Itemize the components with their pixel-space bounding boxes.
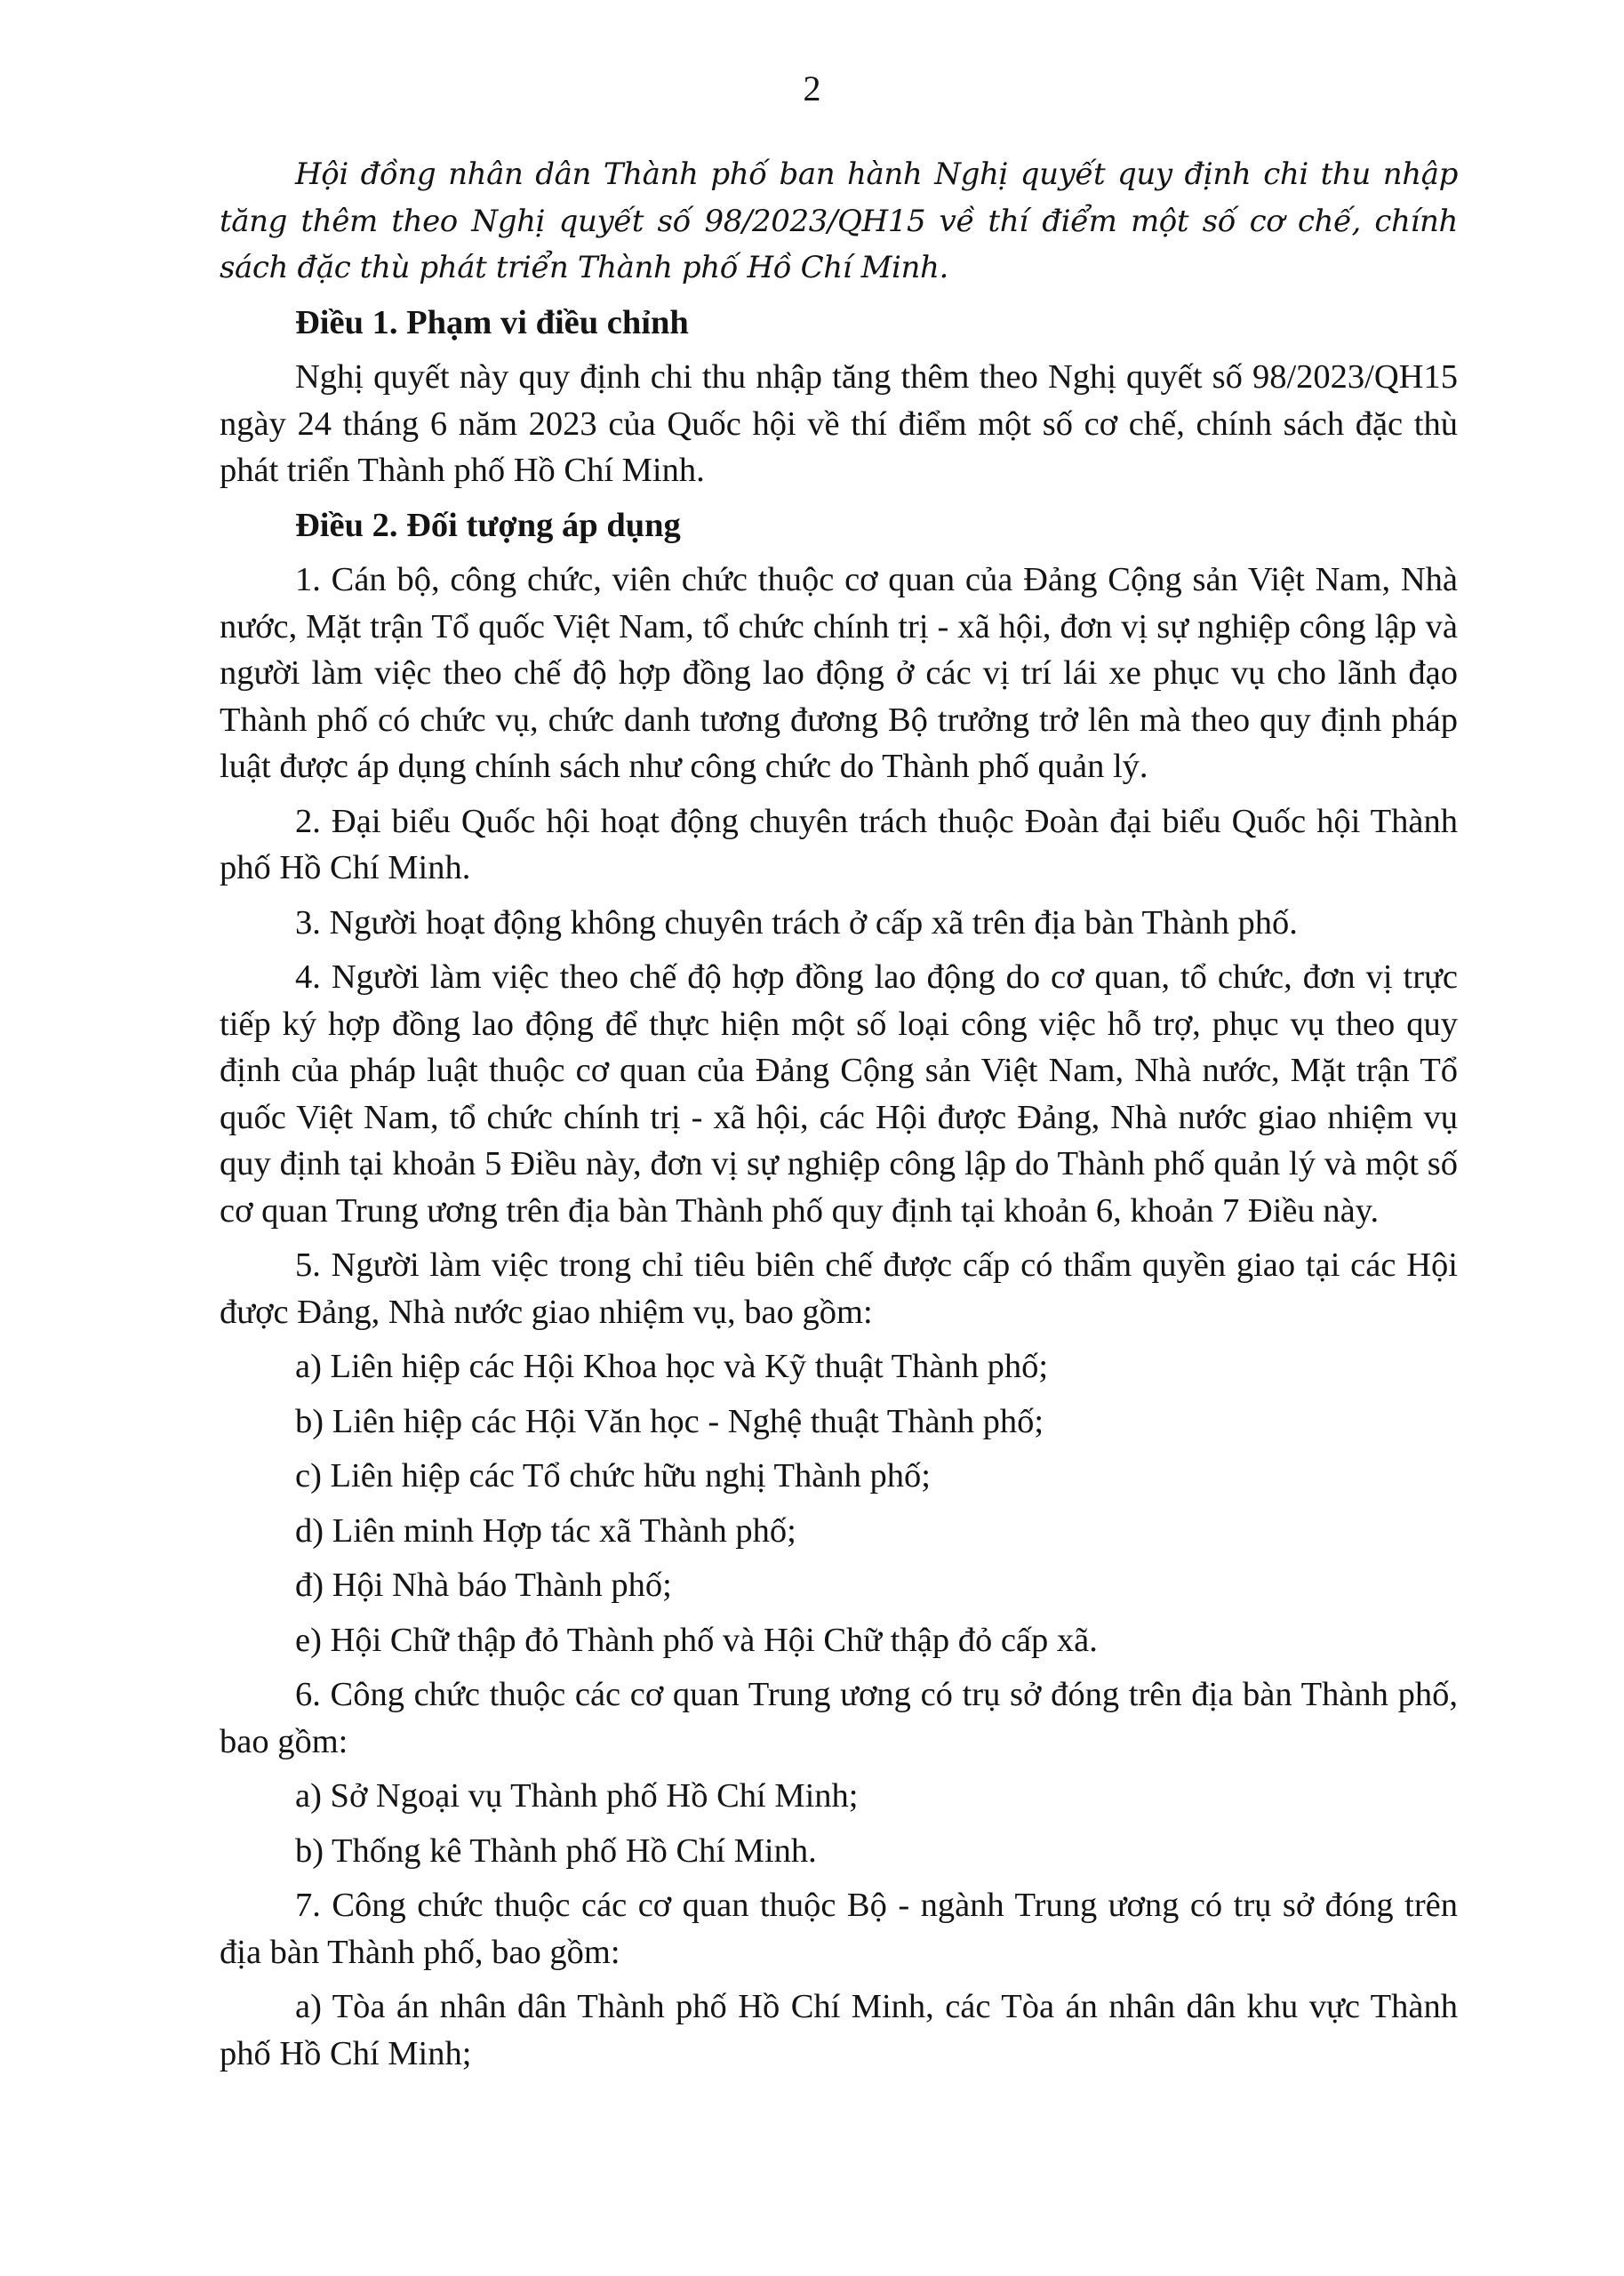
article-2-item-2: 2. Đại biểu Quốc hội hoạt động chuyên trách thuộc Đoàn đại biểu Quốc hội Thành phố Hồ Chí Minh.: [220, 802, 1458, 886]
article-2-heading: Điều 2. Đối tượng áp dụng: [295, 506, 681, 544]
article-2-item-1: 1. Cán bộ, công chức, viên chức thuộc cơ quan của Đảng Cộng sản Việt Nam, Nhà nước, Mặt trận Tổ quốc Việt Nam, tổ chức chính trị - xã hội, đơn vị sự nghiệp công lập và người làm việc theo chế độ hợp đồng lao động ở các vị trí lái xe phục vụ cho lãnh đạo Thành phố có chức vụ, chức danh tương đương Bộ trưởng trở lên mà theo quy định pháp luật được áp dụng chính sách như công chức do Thành phố quản lý.: [220, 561, 1458, 785]
article-2-item-3: 3. Người hoạt động không chuyên trách ở cấp xã trên địa bàn Thành phố.: [295, 903, 1298, 942]
article-2-item-5-sub-d: d) Liên minh Hợp tác xã Thành phố;: [295, 1511, 796, 1550]
preamble: Hội đồng nhân dân Thành phố ban hành Nghị quyết quy định chi thu nhập tăng thêm theo Nghị quyết số 98/2023/QH15 về thí điểm một số cơ chế, chính sách đặc thù phát triển Thành phố Hồ Chí Minh.: [220, 156, 1458, 285]
article-2-item-7-sub-a: a) Tòa án nhân dân Thành phố Hồ Chí Minh, các Tòa án nhân dân khu vực Thành phố Hồ Chí Minh;: [220, 1988, 1458, 2072]
article-2-item-5: 5. Người làm việc trong chỉ tiêu biên chế được cấp có thẩm quyền giao tại các Hội được Đảng, Nhà nước giao nhiệm vụ, bao gồm:: [220, 1246, 1458, 1331]
article-2-item-7: 7. Công chức thuộc các cơ quan thuộc Bộ - ngành Trung ương có trụ sở đóng trên địa bàn Thành phố, bao gồm:: [220, 1887, 1458, 1971]
article-2-item-5-sub-dd: đ) Hội Nhà báo Thành phố;: [295, 1567, 672, 1604]
article-2-item-6-sub-a: a) Sở Ngoại vụ Thành phố Hồ Chí Minh;: [295, 1777, 859, 1815]
article-1-heading: Điều 1. Phạm vi điều chỉnh: [295, 303, 689, 341]
article-2-item-6: 6. Công chức thuộc các cơ quan Trung ương có trụ sở đóng trên địa bàn Thành phố, bao gồm:: [220, 1676, 1458, 1760]
article-2-item-5-sub-b: b) Liên hiệp các Hội Văn học - Nghệ thuật Thành phố;: [295, 1402, 1044, 1440]
document-body: [220, 151, 1458, 2085]
article-2-item-5-sub-a: a) Liên hiệp các Hội Khoa học và Kỹ thuật Thành phố;: [295, 1348, 1049, 1385]
article-1-body: Nghị quyết này quy định chi thu nhập tăng thêm theo Nghị quyết số 98/2023/QH15 ngày 24 tháng 6 năm 2023 của Quốc hội về thí điểm một số cơ chế, chính sách đặc thù phát triển Thành phố Hồ Chí Minh.: [220, 358, 1458, 489]
article-2-item-6-sub-b: b) Thống kê Thành phố Hồ Chí Minh.: [295, 1831, 817, 1870]
article-2-item-5-sub-c: c) Liên hiệp các Tổ chức hữu nghị Thành phố;: [295, 1457, 931, 1495]
article-2-item-4: 4. Người làm việc theo chế độ hợp đồng lao động do cơ quan, tổ chức, đơn vị trực tiếp ký hợp đồng lao động để thực hiện một số loại công việc hỗ trợ, phục vụ theo quy định của pháp luật thuộc cơ quan của Đảng Cộng sản Việt Nam, Nhà nước, Mặt trận Tổ quốc Việt Nam, tổ chức chính trị - xã hội, các Hội được Đảng, Nhà nước giao nhiệm vụ quy định tại khoản 5 Điều này, đơn vị sự nghiệp công lập do Thành phố quản lý và một số cơ quan Trung ương trên địa bàn Thành phố quy định tại khoản 6, khoản 7 Điều này.: [220, 958, 1458, 1230]
page-number: 2: [803, 68, 821, 108]
article-2-item-5-sub-e: e) Hội Chữ thập đỏ Thành phố và Hội Chữ thập đỏ cấp xã.: [295, 1621, 1098, 1659]
